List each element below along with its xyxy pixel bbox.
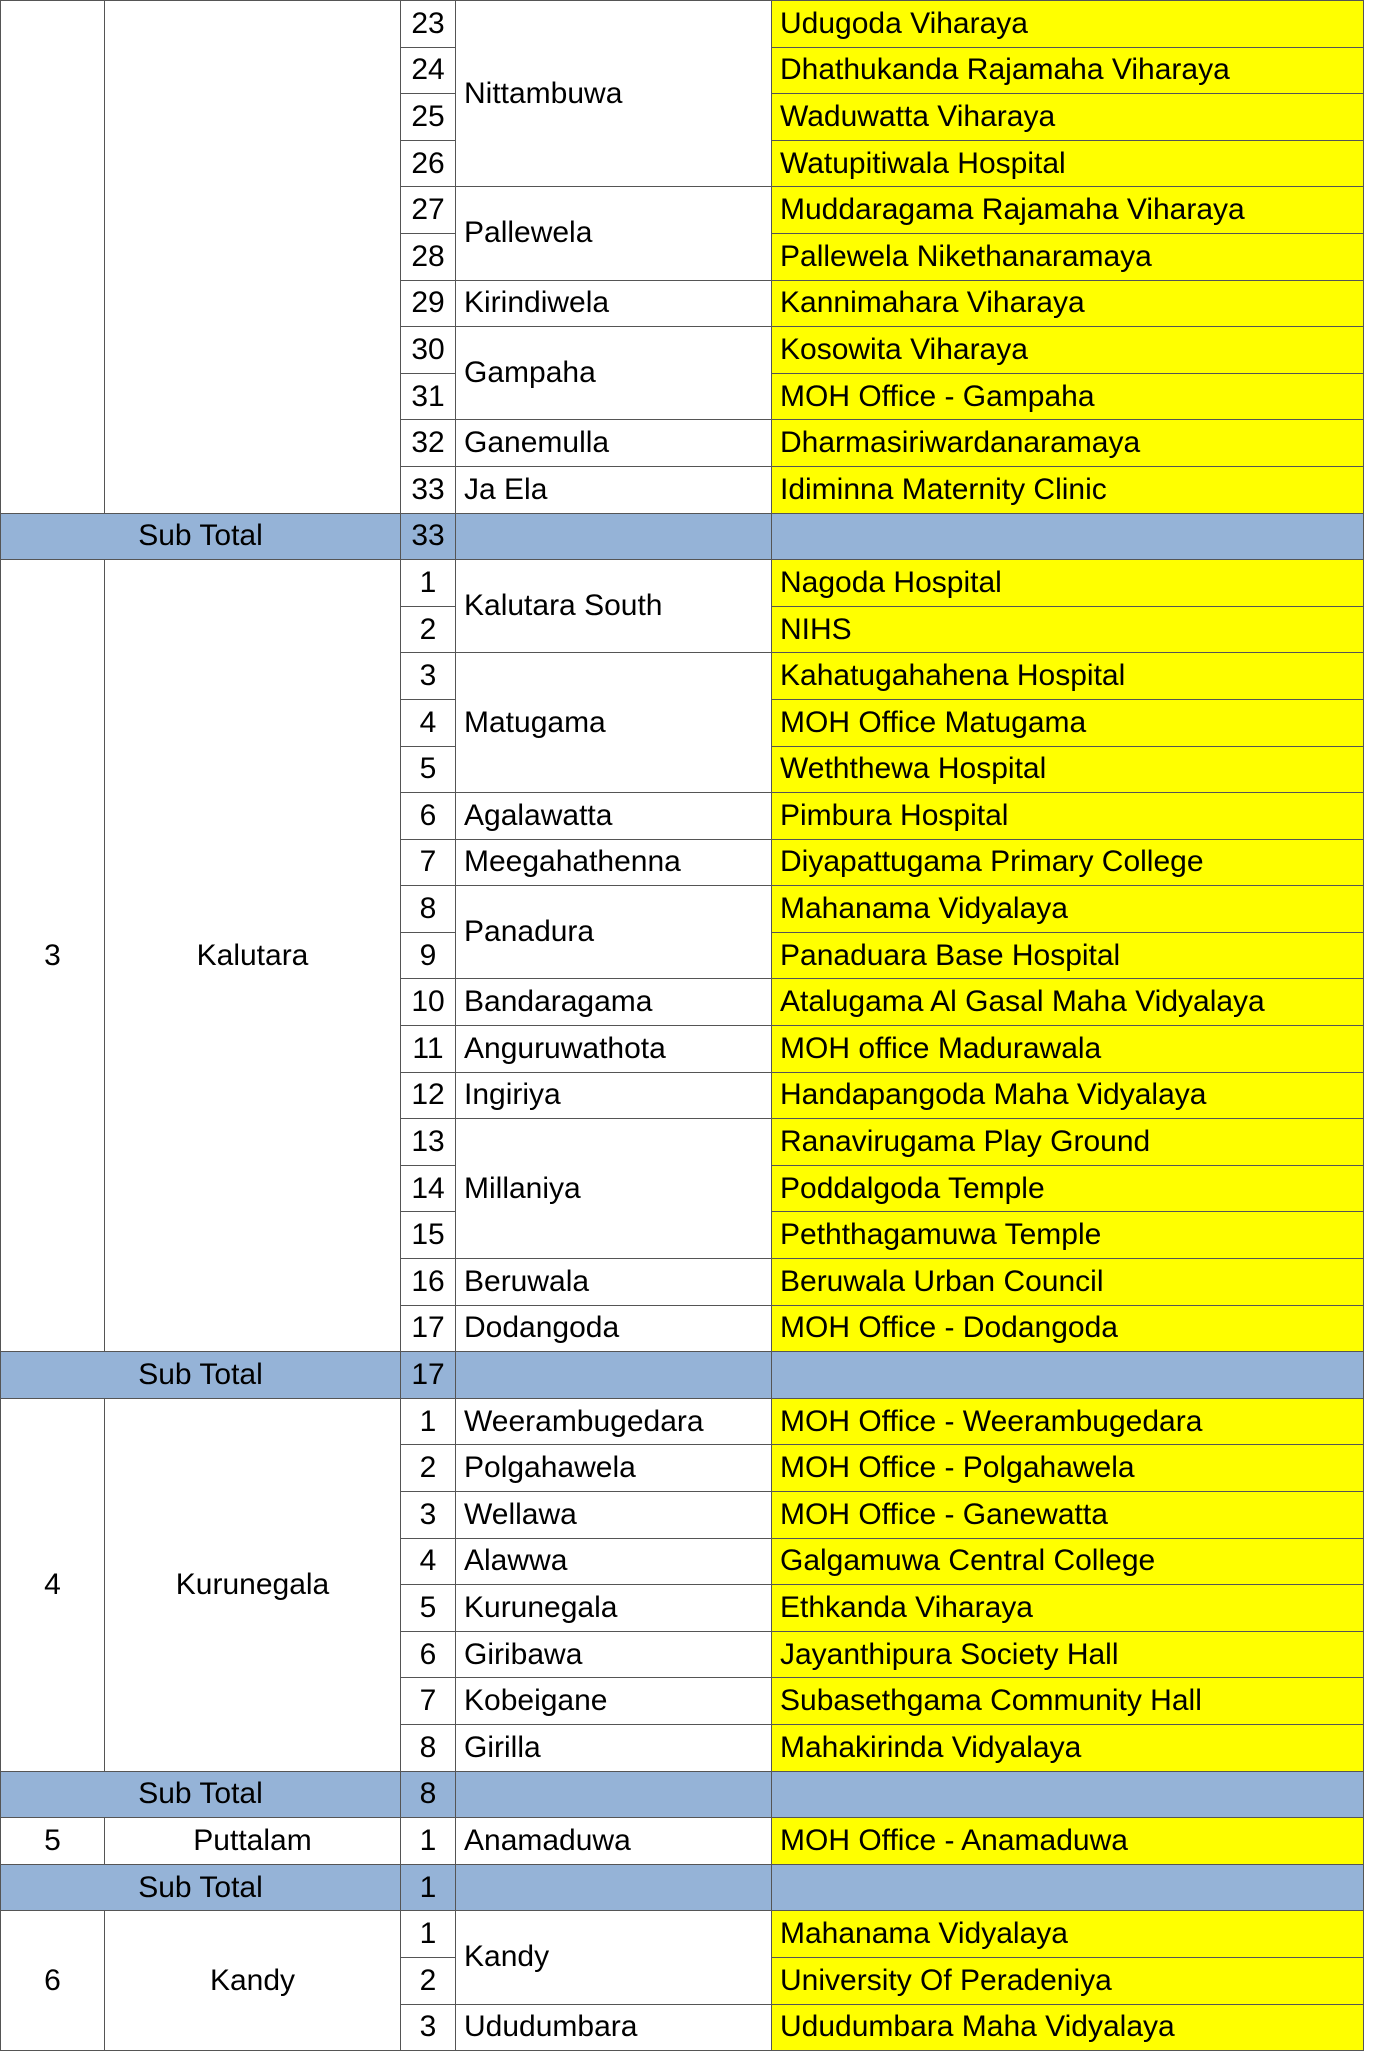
row-index: 2 [401, 606, 456, 653]
location-cell: MOH Office - Polgahawela [772, 1445, 1364, 1492]
location-cell: Mahakirinda Vidyalaya [772, 1724, 1364, 1771]
row-index: 4 [401, 1538, 456, 1585]
moh-area: Kandy [456, 1911, 772, 2004]
moh-area: Polgahawela [456, 1445, 772, 1492]
moh-area: Ja Ela [456, 466, 772, 513]
location-cell: Muddaragama Rajamaha Viharaya [772, 187, 1364, 234]
district-no-cell: 4 [1, 1398, 105, 1771]
subtotal-empty [772, 1352, 1364, 1399]
moh-area: Alawwa [456, 1538, 772, 1585]
location-cell: Peththagamuwa Temple [772, 1212, 1364, 1259]
moh-area: Kalutara South [456, 560, 772, 653]
location-cell: Watupitiwala Hospital [772, 140, 1364, 187]
district-no-cell: 3 [1, 560, 105, 1352]
district-name-cell: Kalutara [105, 560, 401, 1352]
location-cell: MOH Office - Ganewatta [772, 1492, 1364, 1539]
moh-area: Anamaduwa [456, 1818, 772, 1865]
row-index: 17 [401, 1305, 456, 1352]
district-no-cell: 6 [1, 1911, 105, 2051]
location-cell: Dharmasiriwardanaramaya [772, 420, 1364, 467]
row-index: 9 [401, 932, 456, 979]
row-index: 6 [401, 793, 456, 840]
row-index: 11 [401, 1026, 456, 1073]
location-cell: Waduwatta Viharaya [772, 94, 1364, 141]
subtotal-empty [456, 1352, 772, 1399]
moh-area: Gampaha [456, 327, 772, 420]
row-index: 7 [401, 839, 456, 886]
moh-area: Ududumbara [456, 2004, 772, 2051]
location-cell: Jayanthipura Society Hall [772, 1631, 1364, 1678]
row-index: 13 [401, 1119, 456, 1166]
moh-area: Ganemulla [456, 420, 772, 467]
row-index: 4 [401, 699, 456, 746]
moh-area: Weerambugedara [456, 1398, 772, 1445]
row-index: 26 [401, 140, 456, 187]
row-index: 24 [401, 47, 456, 94]
row-index: 1 [401, 1818, 456, 1865]
moh-area: Kurunegala [456, 1585, 772, 1632]
row-index: 2 [401, 1957, 456, 2004]
row-index: 8 [401, 1724, 456, 1771]
row-index: 6 [401, 1631, 456, 1678]
location-cell: Udugoda Viharaya [772, 1, 1364, 48]
moh-area: Ingiriya [456, 1072, 772, 1119]
subtotal-empty [456, 1864, 772, 1911]
row-index: 25 [401, 94, 456, 141]
moh-area: Dodangoda [456, 1305, 772, 1352]
moh-area: Meegahathenna [456, 839, 772, 886]
location-cell: Mahanama Vidyalaya [772, 886, 1364, 933]
location-cell: Galgamuwa Central College [772, 1538, 1364, 1585]
row-index: 29 [401, 280, 456, 327]
location-cell: Dhathukanda Rajamaha Viharaya [772, 47, 1364, 94]
subtotal-count: 8 [401, 1771, 456, 1818]
location-cell: Ranavirugama Play Ground [772, 1119, 1364, 1166]
row-index: 28 [401, 233, 456, 280]
row-index: 12 [401, 1072, 456, 1119]
moh-area: Agalawatta [456, 793, 772, 840]
district-name-cell: Puttalam [105, 1818, 401, 1865]
row-index: 10 [401, 979, 456, 1026]
location-cell: Panaduara Base Hospital [772, 932, 1364, 979]
row-index: 3 [401, 2004, 456, 2051]
subtotal-count: 33 [401, 513, 456, 560]
subtotal-empty [456, 513, 772, 560]
row-index: 23 [401, 1, 456, 48]
district-no-cell: 5 [1, 1818, 105, 1865]
moh-area: Anguruwathota [456, 1026, 772, 1073]
subtotal-empty [772, 1771, 1364, 1818]
subtotal-label: Sub Total [1, 1864, 401, 1911]
row-index: 3 [401, 1492, 456, 1539]
location-cell: Atalugama Al Gasal Maha Vidyalaya [772, 979, 1364, 1026]
row-index: 30 [401, 327, 456, 374]
subtotal-row [1, 513, 1364, 560]
subtotal-row [1, 1771, 1364, 1818]
table-row [1, 1, 1364, 48]
row-index: 1 [401, 560, 456, 607]
location-cell: Handapangoda Maha Vidyalaya [772, 1072, 1364, 1119]
subtotal-row [1, 1352, 1364, 1399]
location-cell: Pimbura Hospital [772, 793, 1364, 840]
row-index: 1 [401, 1398, 456, 1445]
location-cell: Kosowita Viharaya [772, 327, 1364, 374]
subtotal-empty [456, 1771, 772, 1818]
row-index: 3 [401, 653, 456, 700]
district-name-cell: Kandy [105, 1911, 401, 2051]
location-cell: University Of Peradeniya [772, 1957, 1364, 2004]
subtotal-count: 17 [401, 1352, 456, 1399]
moh-area: Wellawa [456, 1492, 772, 1539]
row-index: 14 [401, 1165, 456, 1212]
location-cell: Kannimahara Viharaya [772, 280, 1364, 327]
location-cell: Nagoda Hospital [772, 560, 1364, 607]
location-cell: MOH Office - Weerambugedara [772, 1398, 1364, 1445]
subtotal-label: Sub Total [1, 513, 401, 560]
row-index: 31 [401, 373, 456, 420]
moh-area: Giribawa [456, 1631, 772, 1678]
location-cell: Diyapattugama Primary College [772, 839, 1364, 886]
moh-area: Panadura [456, 886, 772, 979]
moh-area: Girilla [456, 1724, 772, 1771]
row-index: 1 [401, 1911, 456, 1958]
location-cell: Ethkanda Viharaya [772, 1585, 1364, 1632]
location-cell: Mahanama Vidyalaya [772, 1911, 1364, 1958]
location-cell: MOH Office - Dodangoda [772, 1305, 1364, 1352]
location-cell: Kahatugahahena Hospital [772, 653, 1364, 700]
location-cell: Subasethgama Community Hall [772, 1678, 1364, 1725]
subtotal-row [1, 1864, 1364, 1911]
location-cell: MOH office Madurawala [772, 1026, 1364, 1073]
moh-area: Kirindiwela [456, 280, 772, 327]
row-index: 5 [401, 746, 456, 793]
table-row [1, 1818, 1364, 1865]
district-name-cell [105, 1, 401, 514]
location-cell: Ududumbara Maha Vidyalaya [772, 2004, 1364, 2051]
table-row [1, 560, 1364, 607]
table-row [1, 1911, 1364, 1958]
location-cell: Pallewela Nikethanaramaya [772, 233, 1364, 280]
location-cell: MOH Office - Anamaduwa [772, 1818, 1364, 1865]
moh-area: Beruwala [456, 1259, 772, 1306]
location-cell: NIHS [772, 606, 1364, 653]
row-index: 32 [401, 420, 456, 467]
moh-area: Kobeigane [456, 1678, 772, 1725]
moh-area: Pallewela [456, 187, 772, 280]
district-name-cell: Kurunegala [105, 1398, 401, 1771]
location-cell: Beruwala Urban Council [772, 1259, 1364, 1306]
row-index: 16 [401, 1259, 456, 1306]
subtotal-label: Sub Total [1, 1352, 401, 1399]
location-cell: Poddalgoda Temple [772, 1165, 1364, 1212]
row-index: 33 [401, 466, 456, 513]
moh-area: Matugama [456, 653, 772, 793]
subtotal-empty [772, 513, 1364, 560]
row-index: 7 [401, 1678, 456, 1725]
row-index: 2 [401, 1445, 456, 1492]
row-index: 27 [401, 187, 456, 234]
moh-area: Bandaragama [456, 979, 772, 1026]
location-cell: MOH Office - Gampaha [772, 373, 1364, 420]
location-cell: Idiminna Maternity Clinic [772, 466, 1364, 513]
district-no-cell [1, 1, 105, 514]
row-index: 5 [401, 1585, 456, 1632]
subtotal-empty [772, 1864, 1364, 1911]
subtotal-label: Sub Total [1, 1771, 401, 1818]
row-index: 15 [401, 1212, 456, 1259]
location-cell: Weththewa Hospital [772, 746, 1364, 793]
moh-area: Millaniya [456, 1119, 772, 1259]
location-cell: MOH Office Matugama [772, 699, 1364, 746]
subtotal-count: 1 [401, 1864, 456, 1911]
row-index: 8 [401, 886, 456, 933]
moh-area: Nittambuwa [456, 1, 772, 187]
table-row [1, 1398, 1364, 1445]
